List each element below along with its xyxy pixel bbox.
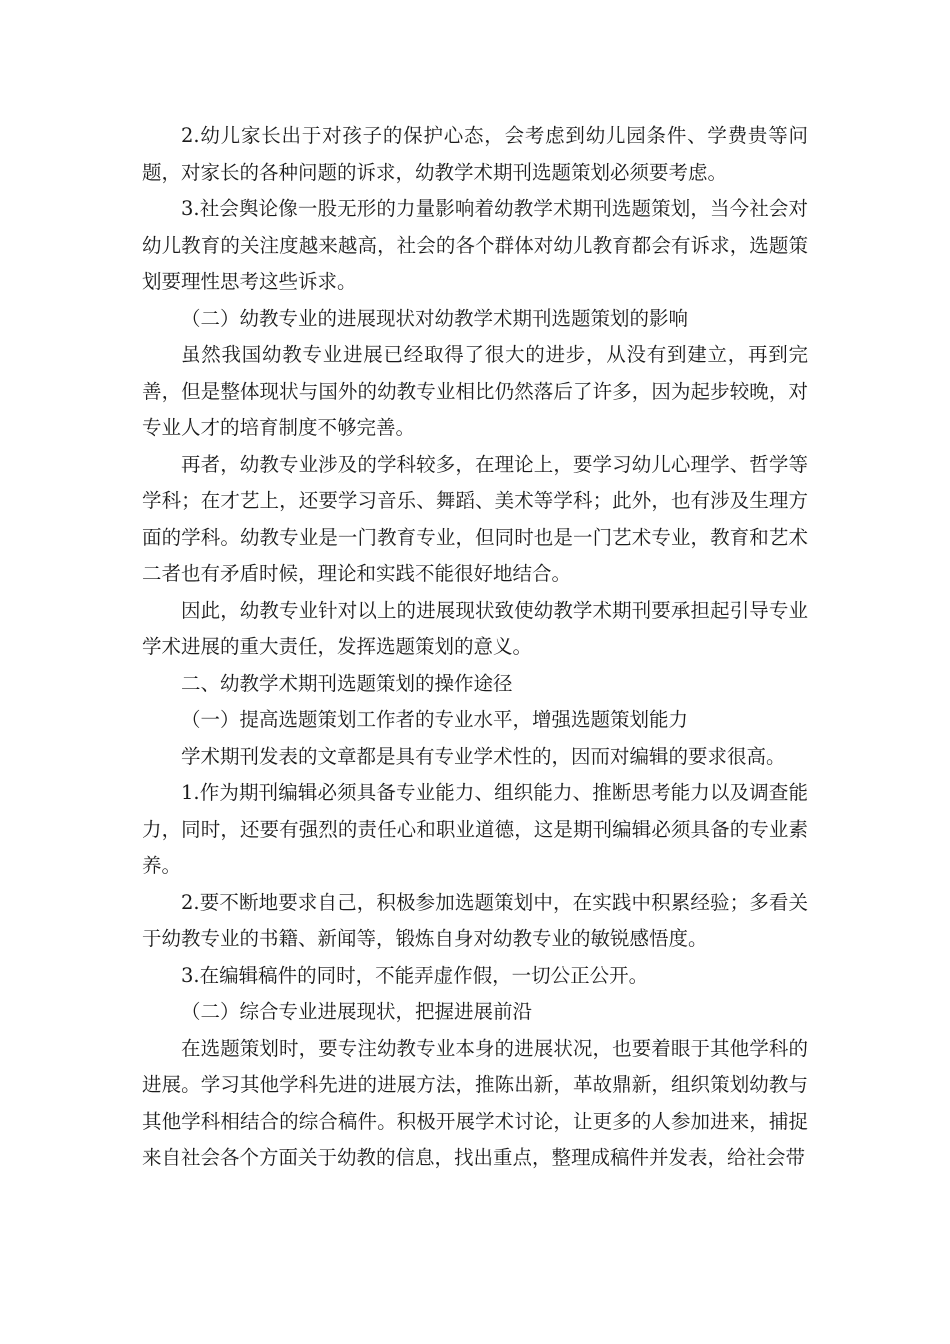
paragraph-editor-requirements: 学术期刊发表的文章都是具有专业学术性的，因而对编辑的要求很高。 [181, 744, 786, 768]
paragraph-interdisciplinary: 在选题策划时，要专注幼教专业本身的进展状况，也要着眼于其他学科的进展。学习其他学科先进的进展方法，推陈出新，革故鼎新，组织策划幼教与其他学科相结合的综合稿件。积极开展学术讨论，让更多的人参加进来，捕捉来自社会各个方面关于幼教的信息，找出重点，整理成稿件并发表，给社会带 [142, 1036, 808, 1169]
subsection-heading-frontier: （二）综合专业进展现状，把握进展前沿 [181, 1000, 533, 1023]
section-heading-operation-paths: 二、幼教学术期刊选题策划的操作途径 [181, 671, 513, 695]
section-heading-development-status: （二）幼教专业的进展现状对幼教学术期刊选题策划的影响 [181, 306, 689, 330]
paragraph-public-opinion: 3.社会舆论像一股无形的力量影响着幼教学术期刊选题策划，当今社会对幼儿教育的关注度越来越高，社会的各个群体对幼儿教育都会有诉求，选题策划要理性思考这些诉求。 [142, 197, 808, 293]
paragraph-disciplines: 再者，幼教专业涉及的学科较多，在理论上，要学习幼儿心理学、哲学等学科；在才艺上，还要学习音乐、舞蹈、美术等学科；此外，也有涉及生理方面的学科。幼教专业是一门教育专业，但同时也是一门艺术专业，教育和艺术二者也有矛盾时候，理论和实践不能很好地结合。 [142, 452, 808, 585]
document-page [142, 118, 808, 1177]
paragraph-responsibility: 因此，幼教专业针对以上的进展现状致使幼教学术期刊要承担起引导专业学术进展的重大责任，发挥选题策划的意义。 [142, 598, 808, 658]
paragraph-fairness: 3.在编辑稿件的同时，不能弄虚作假，一切公正公开。 [181, 963, 649, 987]
paragraph-editor-abilities: 1.作为期刊编辑必须具备专业能力、组织能力、推断思考能力以及调查能力，同时，还要有强烈的责任心和职业道德，这是期刊编辑必须具备的专业素养。 [142, 781, 808, 877]
paragraph-domestic-progress: 虽然我国幼教专业进展已经取得了很大的进步，从没有到建立，再到完善，但是整体现状与国外的幼教专业相比仍然落后了许多，因为起步较晚，对专业人才的培育制度不够完善。 [142, 343, 808, 439]
subsection-heading-professional-level: （一）提高选题策划工作者的专业水平，增强选题策划能力 [181, 708, 689, 731]
paragraph-parent-concerns: 2.幼儿家长出于对孩子的保护心态，会考虑到幼儿园条件、学费贵等问题，对家长的各种问题的诉求，幼教学术期刊选题策划必须要考虑。 [142, 124, 808, 184]
paragraph-self-improvement: 2.要不断地要求自己，积极参加选题策划中，在实践中积累经验；多看关于幼教专业的书籍、新闻等，锻炼自身对幼教专业的敏锐感悟度。 [142, 890, 808, 950]
